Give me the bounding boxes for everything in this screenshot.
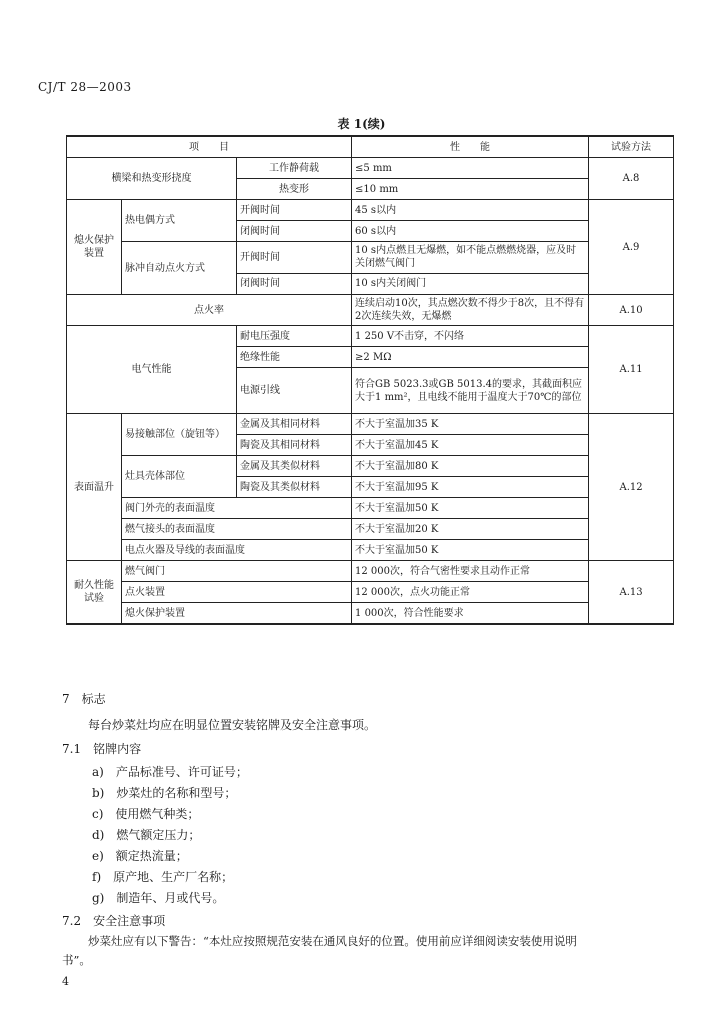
row-label: 热变形 [237,179,352,200]
row-value: 1 000次，符合性能要求 [352,603,589,625]
header-performance: 性 能 [352,136,589,158]
row-value: 10 s内点燃且无爆燃，如不能点燃燃烧器，应及时关闭燃气阀门 [352,242,589,274]
section-7-2-text: 炒菜灶应有以下警告：“本灶应按照规范安装在通风良好的位置。使用前应详细阅读安装使用说明 [88,934,577,948]
shell-parts: 灶具壳体部位 [122,456,237,498]
method-cell: A.11 [589,326,674,414]
table-row [67,540,674,561]
list-item: g) 制造年、月或代号。 [92,891,225,905]
row-label: 燃气接头的表面温度 [122,519,352,540]
row-label: 绝缘性能 [237,347,352,368]
row-label: 开阀时间 [237,200,352,221]
row-value: 符合GB 5023.3或GB 5013.4的要求，其截面积应大于1 mm²，且电线不能用于温度大于70℃的部位 [352,368,589,414]
list-item: d) 燃气额定压力； [92,828,201,842]
row-label: 电点火器及导线的表面温度 [122,540,352,561]
section-7-2-title: 7.2 安全注意事项 [62,914,166,928]
row-value: 不大于室温加45 K [352,435,589,456]
row-value: 不大于室温加50 K [352,540,589,561]
standard-code: CJ/T 28—2003 [38,80,132,94]
section-7-2-text-cont: 书”。 [62,953,91,967]
row-label: 熄火保护装置 [122,603,352,625]
row-label: 陶瓷及其类似材料 [237,477,352,498]
row-value: 12 000次，符合气密性要求且动作正常 [352,561,589,582]
row-label: 闭阀时间 [237,221,352,242]
table-row [67,414,674,435]
row-value: 1 250 V不击穿，不闪络 [352,326,589,347]
table-title: 表 1(续) [337,117,386,131]
row-value: 不大于室温加80 K [352,456,589,477]
row-value: 45 s以内 [352,200,589,221]
row-value: 不大于室温加95 K [352,477,589,498]
table-header-row [67,136,674,158]
table-row [67,200,674,221]
table-row [67,326,674,347]
table-row [67,519,674,540]
section-7-1-title: 7.1 铭牌内容 [62,742,142,756]
method-cell: A.13 [589,561,674,625]
list-item: e) 额定热流量； [92,849,188,863]
stability-group: 横梁和热变形挠度 [67,158,237,200]
thermo-mode: 热电偶方式 [122,200,237,242]
method-cell: A.8 [589,158,674,200]
row-value: 不大于室温加20 K [352,519,589,540]
electrical-group: 电气性能 [67,326,237,414]
row-value: 12 000次，点火功能正常 [352,582,589,603]
table-row [67,582,674,603]
method-cell: A.9 [589,200,674,295]
touch-parts: 易接触部位（旋钮等） [122,414,237,456]
row-value: 不大于室温加35 K [352,414,589,435]
row-value: 不大于室温加50 K [352,498,589,519]
row-value: 连续启动10次，其点燃次数不得少于8次，且不得有2次连续失效，无爆燃 [352,295,589,326]
section-7-intro: 每台炒菜灶均应在明显位置安装铭牌及安全注意事项。 [88,718,377,732]
list-item: f) 原产地、生产厂名称； [92,870,234,884]
row-label: 闭阀时间 [237,273,352,294]
row-value: 10 s内关闭阀门 [352,273,589,294]
row-label: 金属及其相同材料 [237,414,352,435]
page-number: 4 [62,975,69,988]
section-7-title: 7 标志 [62,692,106,706]
table-row [67,295,674,326]
table-row [67,456,674,477]
row-label: 工作静荷载 [237,158,352,179]
row-label: 电源引线 [237,368,352,414]
row-label: 开阀时间 [237,242,352,274]
list-item: a) 产品标准号、许可证号； [92,765,248,779]
table-row [67,603,674,625]
row-value: ≤5 mm [352,158,589,179]
header-item: 项 目 [67,136,352,158]
table-row [67,242,674,274]
list-item: b) 炒菜灶的名称和型号； [92,786,237,800]
pulse-mode: 脉冲自动点火方式 [122,242,237,295]
row-label: 陶瓷及其相同材料 [237,435,352,456]
row-label: 耐电压强度 [237,326,352,347]
flameout-group: 熄火保护装置 [67,200,122,295]
row-value: ≥2 MΩ [352,347,589,368]
header-method: 试验方法 [589,136,674,158]
row-label: 点火装置 [122,582,352,603]
durability-group: 耐久性能试验 [67,561,122,625]
row-label: 阀门外壳的表面温度 [122,498,352,519]
method-cell: A.12 [589,414,674,561]
method-cell: A.10 [589,295,674,326]
row-value: 60 s以内 [352,221,589,242]
table-row [67,498,674,519]
spec-table [66,135,674,625]
surface-group: 表面温升 [67,414,122,561]
table-row [67,158,674,179]
row-label: 燃气阀门 [122,561,352,582]
row-value: ≤10 mm [352,179,589,200]
list-item: c) 使用燃气种类； [92,807,200,821]
row-label: 金属及其类似材料 [237,456,352,477]
ignition-label: 点火率 [67,295,352,326]
table-row [67,561,674,582]
